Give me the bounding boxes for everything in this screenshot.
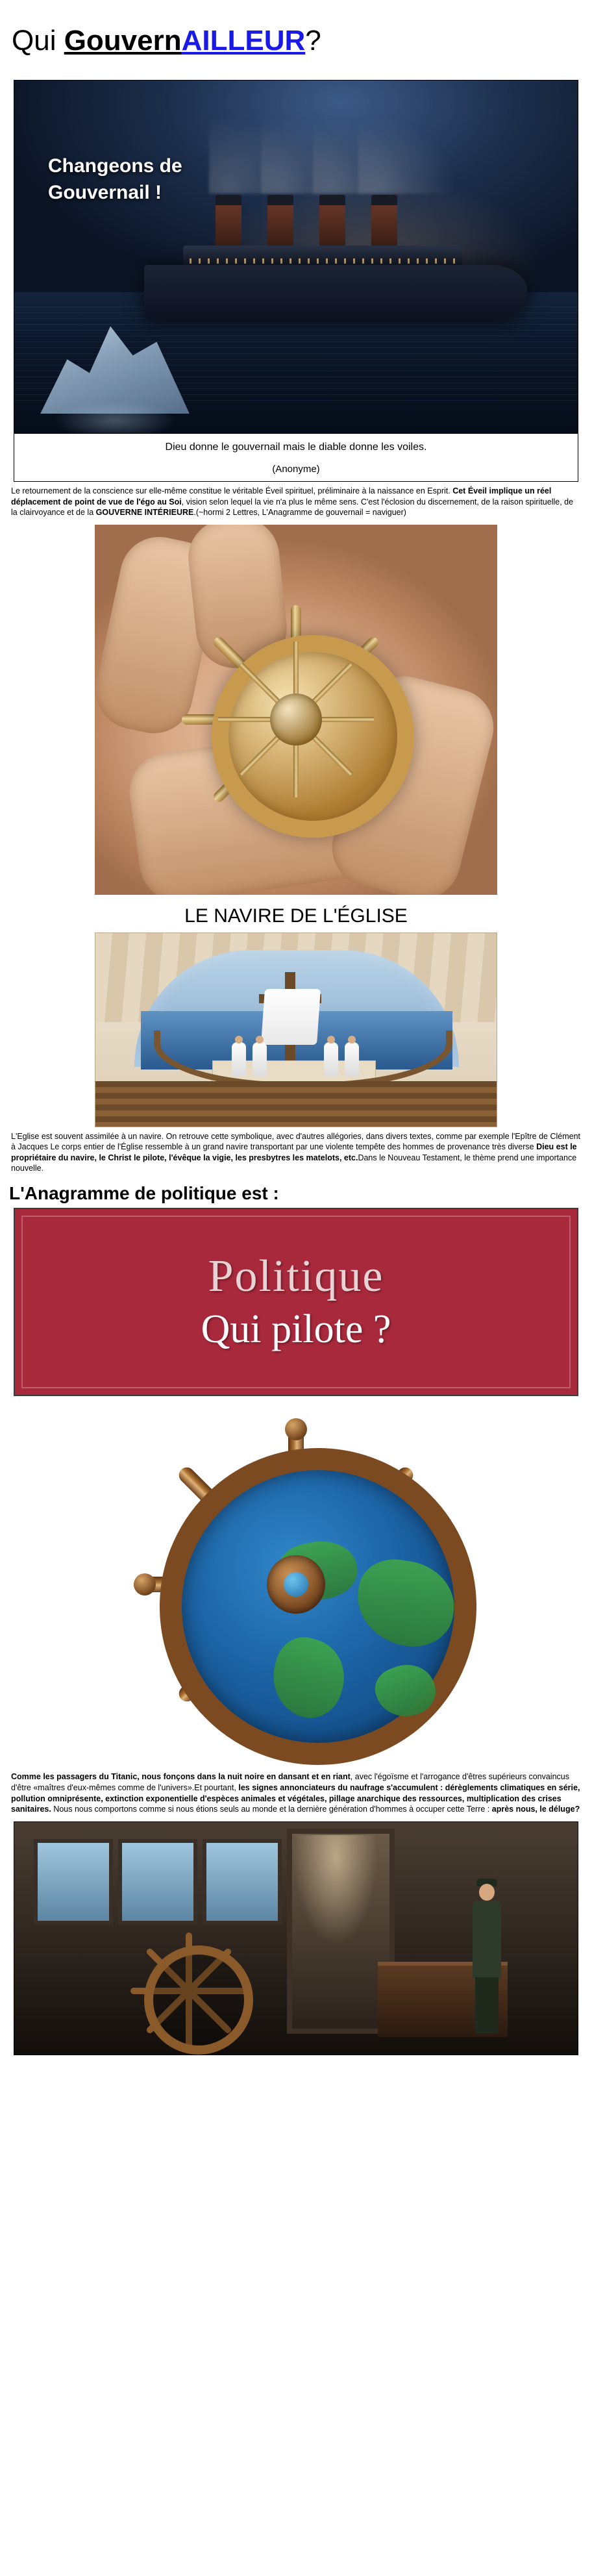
bridge-window — [203, 1839, 282, 1925]
p2-bold-1: Dieu est le propriétaire du navire, le Christ le pilote, l'évêque la vigie, les presbytres les matelots, etc. — [11, 1142, 577, 1162]
ship-funnel — [216, 195, 241, 245]
p1-text-3: .(~hormi 2 Lettres, L'Anagramme de gouvernail = naviguer) — [193, 508, 406, 518]
officer-legs — [475, 1977, 499, 2033]
caption-attribution: (Anonyme) — [272, 464, 320, 475]
p3-text-2: Nous nous comportons comme si nous étions seuls au monde et la dernière génération d'hommes à occuper cette Terre : — [51, 1805, 492, 1814]
ship-lights — [190, 258, 456, 264]
doorway-light — [293, 1835, 378, 1945]
bridge-window — [118, 1839, 197, 1925]
wheel-rim-globe — [160, 1448, 476, 1765]
continent — [352, 1555, 460, 1652]
continent — [264, 1631, 354, 1725]
wheel-handle-knob — [285, 1418, 307, 1440]
officer-uniform — [473, 1901, 501, 1979]
politique-word: Politique — [208, 1251, 384, 1302]
paragraph-titanic-passengers — [11, 1771, 581, 1816]
ship-bridge-photo — [14, 1821, 578, 2055]
wheel-hub — [270, 694, 322, 745]
smoke-plume — [358, 116, 456, 194]
paragraph-eveil-spirituel — [11, 486, 581, 518]
anagram-heading: L'Anagramme de politique est : — [9, 1182, 279, 1203]
p1-bold-2: GOUVERNE INTÉRIEURE — [95, 508, 194, 518]
section-heading-navire-eglise: LE NAVIRE DE L'ÉGLISE — [184, 905, 408, 927]
boat-shaped-sanctuary — [154, 1031, 452, 1089]
continent — [369, 1657, 442, 1725]
p1-bold-1: Cet Éveil implique un réel déplacement de point de vue de l'égo au Soi — [11, 486, 552, 506]
wheel-rim — [144, 1945, 253, 2055]
titanic-ship — [144, 178, 534, 340]
qui-pilote-text: Qui pilote ? — [201, 1307, 391, 1352]
brass-ship-wheel — [179, 603, 413, 836]
p2-text-1: L'Eglise est souvent assimilée à un navire. On retrouve cette symbolique, avec d'autres allégories, dans divers textes, comme par exemple l'Epître de Clément à Jacques Le corps entier de l'Église ressemble à un grand navire transportant par une violente tempête des hommes de provenance très diverse — [11, 1131, 581, 1152]
title-part-gouvern: Gouvern — [64, 25, 182, 57]
ship-funnel — [267, 195, 293, 245]
document-page — [0, 19, 592, 2055]
page-title — [0, 19, 592, 60]
title-part-question: ? — [305, 25, 321, 57]
wheel-handle-knob — [134, 1573, 156, 1595]
p1-text-2: , vision selon lequel la vie n'a plus le même sens. C'est l'éclosion du discernement, de la raison spirituelle, de la clairvoyance et de la — [11, 497, 574, 518]
p3-bold-2: les signes annonciateurs du naufrage s'accumulent : dérèglements climatiques en série, pollution omniprésente, extinction exponentielle d'espèces animales et végétales, pillage anarchique des ressources, multiplication des crises sanitaires. — [11, 1782, 580, 1814]
ship-hull — [144, 265, 527, 321]
p3-bold-3: après nous, le déluge? — [491, 1805, 580, 1814]
church-pews — [95, 1081, 497, 1127]
hand-holding-ship-wheel-photo — [95, 525, 497, 895]
titanic-caption-box — [14, 434, 578, 482]
p2-text-2: Dans le Nouveau Testament, le thème prend une importance nouvelle. — [11, 1153, 577, 1173]
title-part-ailleur: AILLEUR — [181, 25, 306, 57]
title-part-qui: Qui — [12, 25, 64, 57]
ship-funnel — [371, 195, 397, 245]
iceberg-reflection — [53, 401, 177, 434]
titanic-overlay-text — [48, 153, 182, 206]
p3-bold-1: Comme les passagers du Titanic, nous fonçons dans la nuit noire en dansant et en riant — [11, 1771, 351, 1781]
wooden-wheel-globe — [121, 1422, 471, 1747]
ship-funnel — [319, 195, 345, 245]
church-boat-image — [95, 932, 497, 1127]
overlay-line-2: Gouvernail ! — [48, 181, 162, 203]
wheel-hub — [267, 1555, 325, 1614]
bridge-window — [34, 1839, 113, 1925]
titanic-night-image — [14, 80, 578, 434]
p1-text-1: Le retournement de la conscience sur elle-même constitue le véritable Éveil spirituel, préliminaire à la naissance en Esprit. — [11, 486, 453, 496]
overlay-line-1: Changeons de — [48, 155, 182, 177]
bridge-ship-wheel — [125, 1932, 254, 2055]
p3-text-1: , avec l'égoïsme et l'arrogance d'êtres supérieurs convaincus d'être «maîtres d'eux-mêmes comme de l'univers».Et pourtant, — [11, 1771, 569, 1792]
politique-banner-image — [14, 1208, 578, 1396]
officer-figure — [469, 1884, 505, 2033]
caption-quote: Dieu donne le gouvernail mais le diable donne les voiles. — [165, 442, 427, 453]
officer-head — [479, 1884, 495, 1901]
paragraph-eglise-navire — [11, 1131, 581, 1174]
world-ship-wheel-image — [85, 1403, 507, 1766]
